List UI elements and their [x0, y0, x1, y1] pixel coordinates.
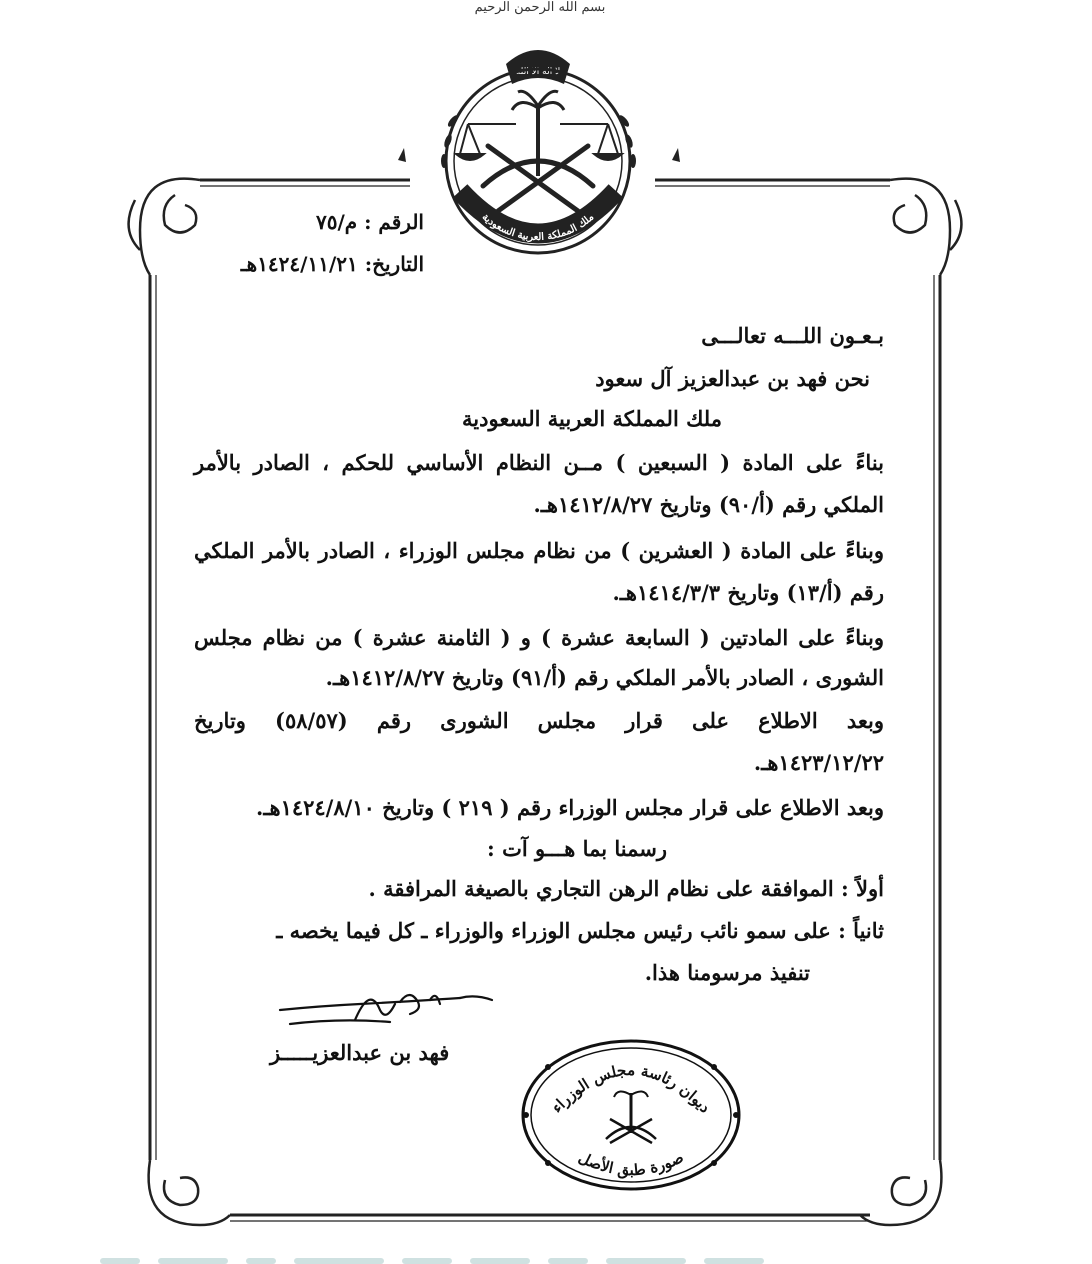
- decree-article-second: ثانياً : على سمو نائب رئيس مجلس الوزراء والوزراء ـ كل فيما يخصه ـ: [276, 918, 884, 943]
- svg-text:لا اله الا الله: لا اله الا الله: [515, 67, 561, 77]
- svg-text:صورة طبق الأصل: [576, 1148, 687, 1179]
- decree-line: تنفيذ مرسومنا هذا.: [644, 960, 810, 985]
- issuer-title: ملك المملكة العربية السعودية: [462, 406, 722, 431]
- decree-line: وبعد الاطلاع على قرار مجلس الشورى رقم (٥٨/٥٧) وتاريخ: [194, 708, 884, 733]
- signer-name: فهد بن عبدالعزيـــــز: [270, 1040, 450, 1065]
- emblem-caption: ملك المملكة العربية السعودية: [479, 211, 597, 244]
- decree-line: رقم (أ/١٣) وتاريخ ١٤١٤/٣/٣هـ.: [612, 580, 884, 605]
- basmala: بسم الله الرحمن الرحيم: [474, 0, 606, 15]
- decree-line: وبناءً على المادتين ( السابعة عشرة ) و ( الثامنة عشرة ) من نظام مجلس: [194, 625, 884, 650]
- stamp-bottom-text: صورة طبق الأصل: [575, 1148, 687, 1180]
- decree-number: الرقم : م/٧٥: [315, 210, 424, 234]
- decree-line: بناءً على المادة ( السبعين ) مــن النظام الأساسي للحكم ، الصادر بالأمر: [194, 450, 884, 475]
- decree-line: الملكي رقم (أ/٩٠) وتاريخ ١٤١٢/٨/٢٧هـ.: [533, 492, 884, 517]
- decree-line: وبناءً على المادة ( العشرين ) من نظام مجلس الوزراء ، الصادر بالأمر الملكي: [194, 538, 884, 563]
- decree-line: وبعد الاطلاع على قرار مجلس الوزراء رقم ( ٢١٩ ) وتاريخ ١٤٢٤/٨/١٠هـ.: [256, 795, 884, 820]
- handwritten-signature: [260, 980, 510, 1040]
- bottom-page-bleed: [100, 1246, 960, 1264]
- decree-date: التاريخ: ١٤٢٤/١١/٢١هـ: [240, 252, 424, 276]
- issuer-line: نحن فهد بن عبدالعزيز آل سعود: [595, 366, 870, 391]
- stamp-top-text: ديوان رئاسة مجلس الوزراء: [547, 1060, 715, 1117]
- decree-line: ١٤٢٣/١٢/٢٢هـ.: [753, 750, 884, 775]
- invocation: بـعـون اللـــه تعالـــى: [701, 323, 884, 348]
- decree-line: رسمنا بما هـــو آت :: [487, 836, 667, 861]
- decree-line: الشورى ، الصادر بالأمر الملكي رقم (أ/٩١) وتاريخ ١٤١٢/٨/٢٧هـ.: [325, 665, 884, 690]
- decree-article-first: أولاً : الموافقة على نظام الرهن التجاري بالصيغة المرافقة .: [368, 876, 884, 901]
- cabinet-office-stamp: [518, 1035, 744, 1195]
